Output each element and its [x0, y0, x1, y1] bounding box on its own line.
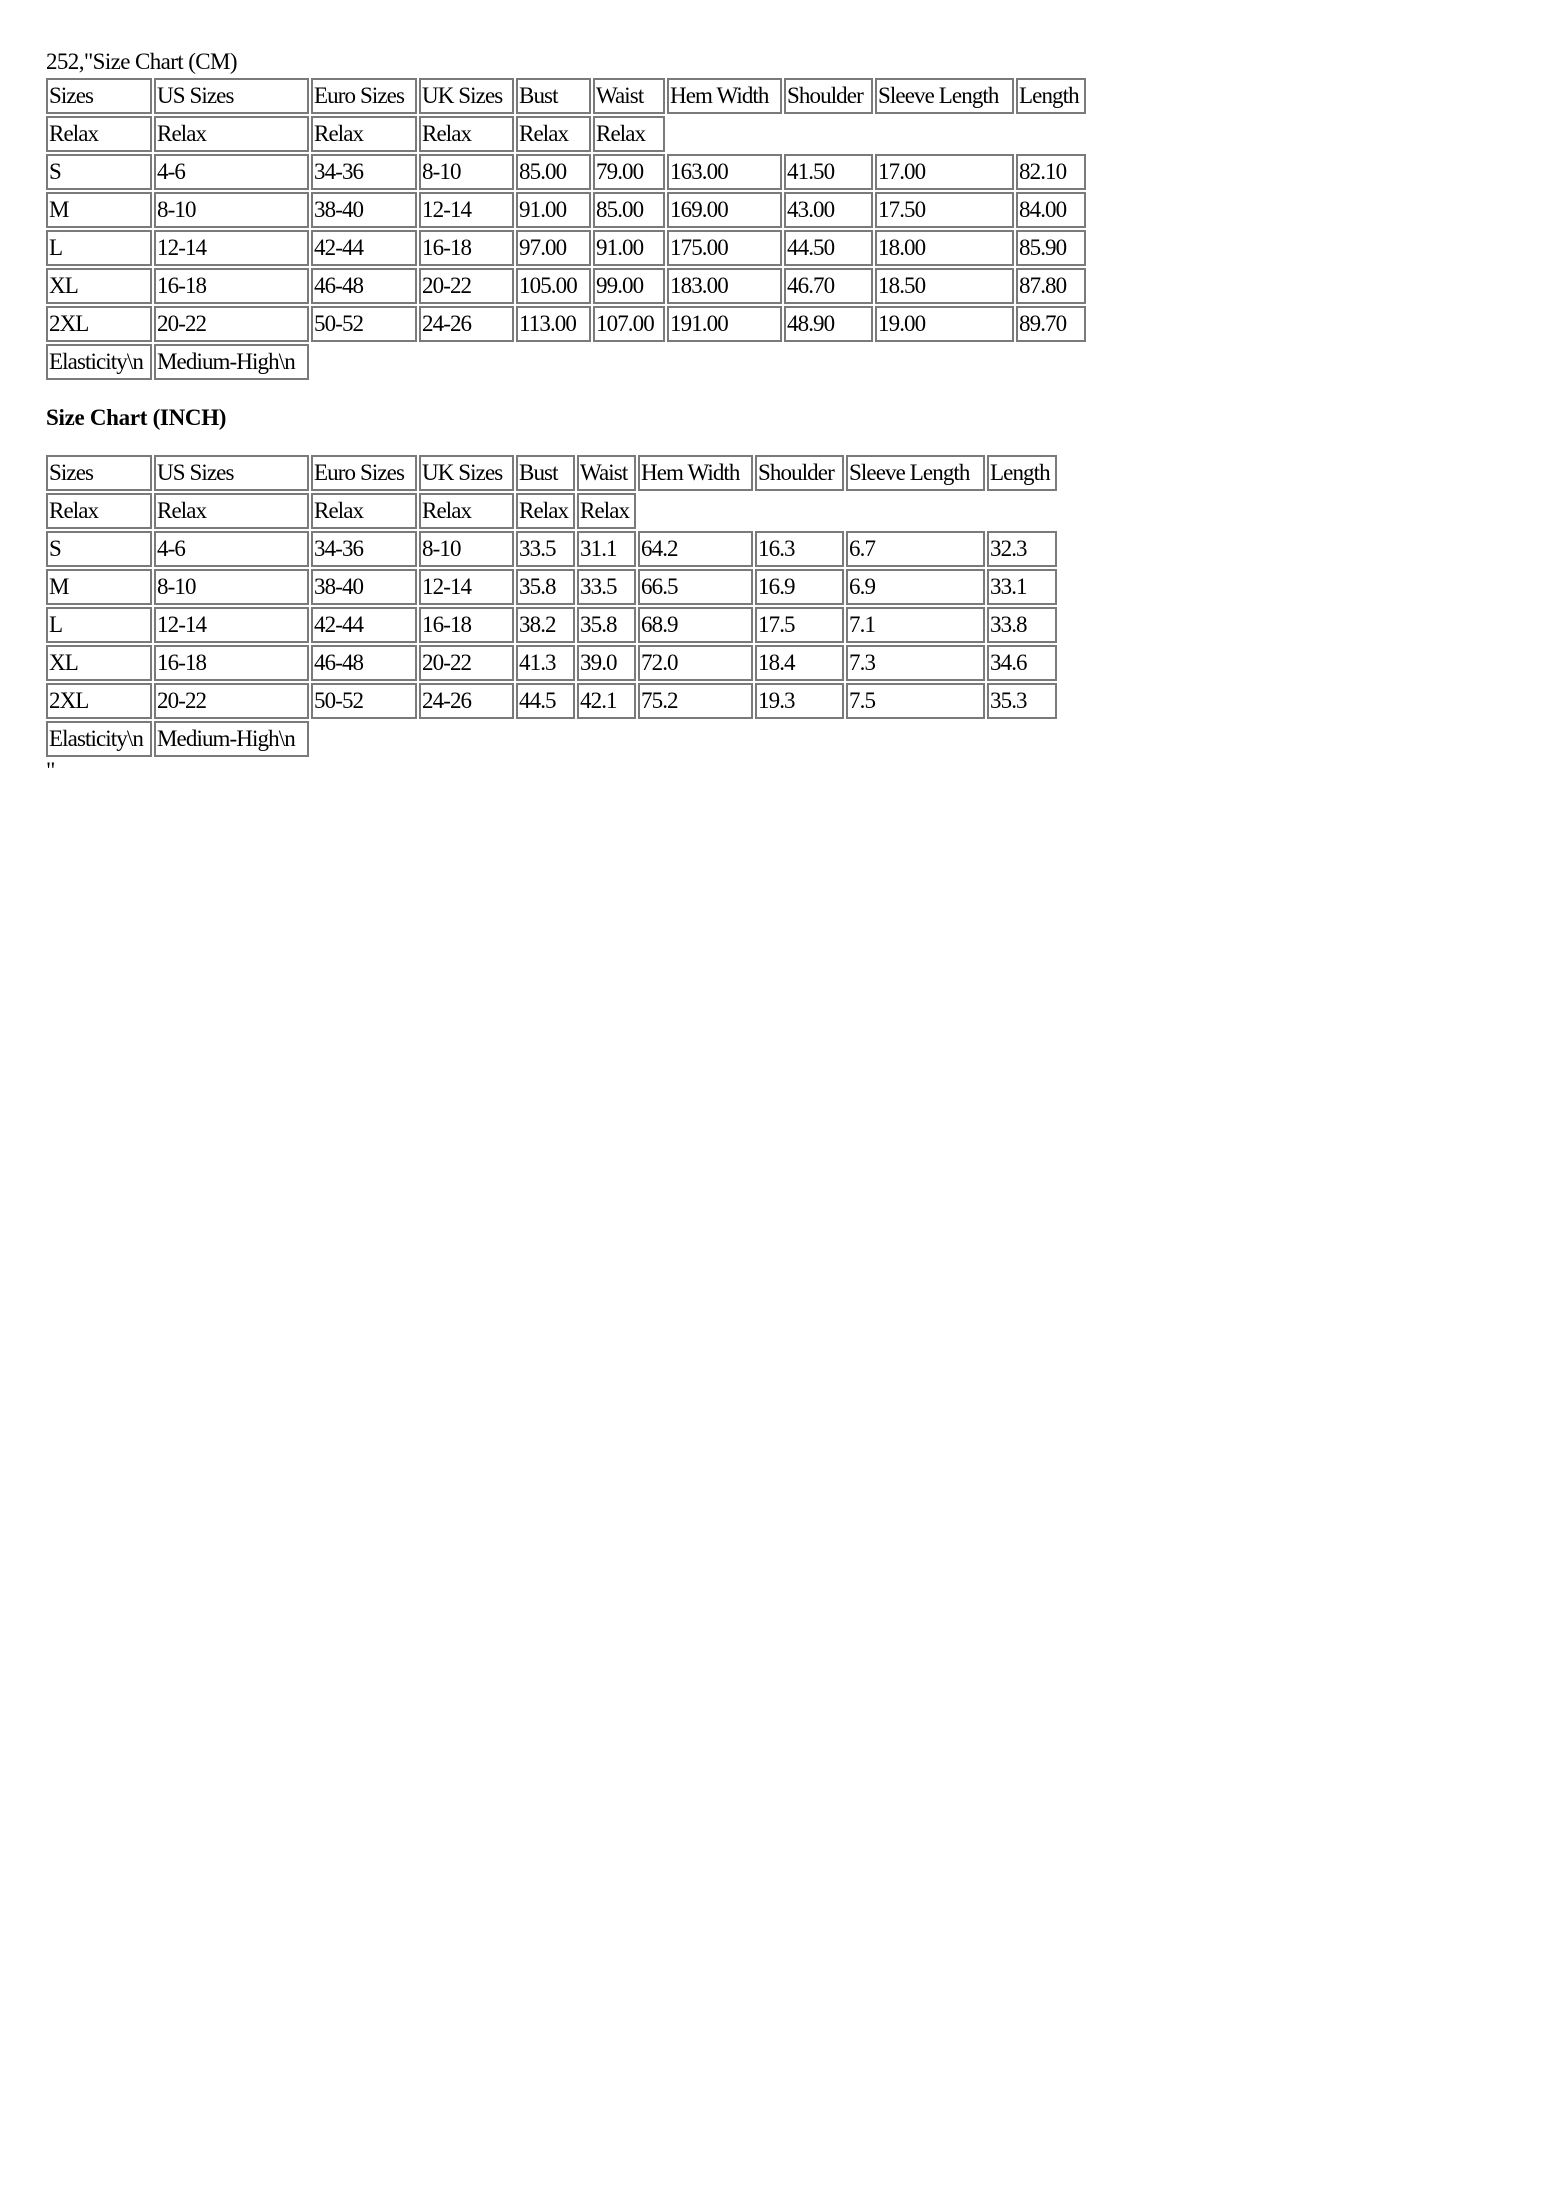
- table-cell: 87.80: [1016, 268, 1086, 304]
- cm-size-table: [44, 76, 1088, 382]
- table-row: [46, 154, 1086, 190]
- table-cell: 85.00: [593, 192, 665, 228]
- table-cell: 41.50: [784, 154, 873, 190]
- table-cell: Relax: [419, 116, 514, 152]
- table-cell: 16-18: [419, 607, 514, 643]
- table-cell: 75.2: [638, 683, 753, 719]
- table-cell: 32.3: [987, 531, 1057, 567]
- elasticity-row: [46, 721, 1057, 757]
- table-cell: 16.3: [755, 531, 844, 567]
- header-cell: Length: [987, 455, 1057, 491]
- table-cell: 8-10: [154, 192, 309, 228]
- table-row: [46, 230, 1086, 266]
- header-cell: Length: [1016, 78, 1086, 114]
- table-cell: 38.2: [516, 607, 575, 643]
- table-cell: 91.00: [516, 192, 591, 228]
- table-cell: 39.0: [577, 645, 636, 681]
- table-cell: Elasticity\n: [46, 344, 152, 380]
- table-cell: Relax: [311, 116, 417, 152]
- relax-row: [46, 116, 1086, 152]
- table-cell: 35.8: [516, 569, 575, 605]
- table-cell: 7.3: [846, 645, 985, 681]
- table-cell: 12-14: [419, 192, 514, 228]
- table-cell: 19.00: [875, 306, 1014, 342]
- table-cell: 191.00: [667, 306, 782, 342]
- table-cell: Relax: [577, 493, 636, 529]
- header-cell: Hem Width: [638, 455, 753, 491]
- table-row: [46, 268, 1086, 304]
- table-cell: 12-14: [154, 230, 309, 266]
- table-cell: 48.90: [784, 306, 873, 342]
- table-cell: 18.00: [875, 230, 1014, 266]
- table-cell: Relax: [516, 493, 575, 529]
- table-header-row: [46, 455, 1057, 491]
- table-cell: 34.6: [987, 645, 1057, 681]
- table-cell: 17.5: [755, 607, 844, 643]
- elasticity-row: [46, 344, 1086, 380]
- table-cell: 17.00: [875, 154, 1014, 190]
- inch-size-table: [44, 453, 1059, 759]
- table-cell: XL: [46, 645, 152, 681]
- header-cell: Waist: [593, 78, 665, 114]
- table-cell: 82.10: [1016, 154, 1086, 190]
- table-cell: 20-22: [154, 306, 309, 342]
- document-page: [46, 48, 1506, 783]
- table-cell: 91.00: [593, 230, 665, 266]
- table-cell: 19.3: [755, 683, 844, 719]
- table-cell: 46.70: [784, 268, 873, 304]
- table-cell: Relax: [46, 493, 152, 529]
- table-cell: Relax: [311, 493, 417, 529]
- table-cell: 50-52: [311, 683, 417, 719]
- table-cell: 68.9: [638, 607, 753, 643]
- table-cell: 163.00: [667, 154, 782, 190]
- table-cell: 43.00: [784, 192, 873, 228]
- header-cell: Sleeve Length: [846, 455, 985, 491]
- header-cell: Sizes: [46, 78, 152, 114]
- table-cell: 44.50: [784, 230, 873, 266]
- table-cell: 6.9: [846, 569, 985, 605]
- header-cell: US Sizes: [154, 78, 309, 114]
- table-cell: 16.9: [755, 569, 844, 605]
- table-cell: 17.50: [875, 192, 1014, 228]
- table-cell: 66.5: [638, 569, 753, 605]
- table-cell: 72.0: [638, 645, 753, 681]
- empty-cell: [667, 116, 1086, 152]
- header-cell: Euro Sizes: [311, 455, 417, 491]
- header-cell: Sleeve Length: [875, 78, 1014, 114]
- table-cell: Medium-High\n: [154, 721, 309, 757]
- table-cell: Relax: [154, 116, 309, 152]
- table-cell: 183.00: [667, 268, 782, 304]
- table-cell: 34-36: [311, 531, 417, 567]
- relax-row: [46, 493, 1057, 529]
- table-cell: 97.00: [516, 230, 591, 266]
- table-cell: 33.1: [987, 569, 1057, 605]
- header-cell: Shoulder: [784, 78, 873, 114]
- table-cell: 4-6: [154, 154, 309, 190]
- table-cell: 42-44: [311, 230, 417, 266]
- table-cell: 38-40: [311, 192, 417, 228]
- table-cell: 79.00: [593, 154, 665, 190]
- table-cell: 20-22: [419, 268, 514, 304]
- empty-cell: [311, 344, 1086, 380]
- table-cell: 35.8: [577, 607, 636, 643]
- table-cell: 18.50: [875, 268, 1014, 304]
- table-cell: 44.5: [516, 683, 575, 719]
- table-cell: 42.1: [577, 683, 636, 719]
- header-cell: Hem Width: [667, 78, 782, 114]
- header-cell: UK Sizes: [419, 78, 514, 114]
- table-cell: XL: [46, 268, 152, 304]
- table-row: [46, 192, 1086, 228]
- table-cell: M: [46, 192, 152, 228]
- table-row: [46, 569, 1057, 605]
- empty-cell: [311, 721, 1057, 757]
- table-cell: Medium-High\n: [154, 344, 309, 380]
- table-cell: 16-18: [154, 268, 309, 304]
- cm-chart-title: 252,"Size Chart (CM): [46, 49, 237, 74]
- table-cell: 33.5: [516, 531, 575, 567]
- table-cell: 113.00: [516, 306, 591, 342]
- table-cell: 99.00: [593, 268, 665, 304]
- table-cell: 169.00: [667, 192, 782, 228]
- table-cell: 24-26: [419, 306, 514, 342]
- table-cell: Relax: [516, 116, 591, 152]
- header-cell: Bust: [516, 455, 575, 491]
- table-row: [46, 645, 1057, 681]
- table-cell: 18.4: [755, 645, 844, 681]
- table-cell: 6.7: [846, 531, 985, 567]
- table-cell: 20-22: [419, 645, 514, 681]
- table-cell: Relax: [154, 493, 309, 529]
- table-row: [46, 531, 1057, 567]
- closing-quote: ": [46, 758, 55, 783]
- table-cell: Relax: [419, 493, 514, 529]
- table-cell: 7.1: [846, 607, 985, 643]
- table-cell: 12-14: [419, 569, 514, 605]
- table-cell: 46-48: [311, 268, 417, 304]
- header-cell: US Sizes: [154, 455, 309, 491]
- table-cell: 85.00: [516, 154, 591, 190]
- table-cell: 33.8: [987, 607, 1057, 643]
- table-cell: 107.00: [593, 306, 665, 342]
- table-cell: 50-52: [311, 306, 417, 342]
- table-cell: 41.3: [516, 645, 575, 681]
- table-cell: 35.3: [987, 683, 1057, 719]
- table-cell: S: [46, 531, 152, 567]
- empty-cell: [638, 493, 1057, 529]
- table-cell: 16-18: [154, 645, 309, 681]
- header-cell: Waist: [577, 455, 636, 491]
- header-cell: Sizes: [46, 455, 152, 491]
- table-row: [46, 683, 1057, 719]
- table-cell: 16-18: [419, 230, 514, 266]
- table-cell: Relax: [593, 116, 665, 152]
- table-row: [46, 607, 1057, 643]
- table-cell: 20-22: [154, 683, 309, 719]
- table-cell: 105.00: [516, 268, 591, 304]
- table-cell: 33.5: [577, 569, 636, 605]
- table-cell: 42-44: [311, 607, 417, 643]
- table-cell: 34-36: [311, 154, 417, 190]
- table-cell: L: [46, 607, 152, 643]
- header-cell: UK Sizes: [419, 455, 514, 491]
- table-cell: 12-14: [154, 607, 309, 643]
- header-cell: Shoulder: [755, 455, 844, 491]
- table-cell: Elasticity\n: [46, 721, 152, 757]
- table-cell: 64.2: [638, 531, 753, 567]
- table-cell: 24-26: [419, 683, 514, 719]
- table-header-row: [46, 78, 1086, 114]
- table-cell: 8-10: [154, 569, 309, 605]
- table-cell: 31.1: [577, 531, 636, 567]
- table-row: [46, 306, 1086, 342]
- table-cell: 175.00: [667, 230, 782, 266]
- table-cell: 89.70: [1016, 306, 1086, 342]
- table-cell: S: [46, 154, 152, 190]
- table-cell: Relax: [46, 116, 152, 152]
- table-cell: 7.5: [846, 683, 985, 719]
- table-cell: 8-10: [419, 154, 514, 190]
- inch-chart-title: Size Chart (INCH): [46, 405, 227, 430]
- table-cell: 84.00: [1016, 192, 1086, 228]
- table-cell: L: [46, 230, 152, 266]
- table-cell: 46-48: [311, 645, 417, 681]
- table-cell: M: [46, 569, 152, 605]
- table-cell: 2XL: [46, 306, 152, 342]
- table-cell: 38-40: [311, 569, 417, 605]
- table-cell: 8-10: [419, 531, 514, 567]
- table-cell: 2XL: [46, 683, 152, 719]
- table-cell: 85.90: [1016, 230, 1086, 266]
- header-cell: Euro Sizes: [311, 78, 417, 114]
- table-cell: 4-6: [154, 531, 309, 567]
- header-cell: Bust: [516, 78, 591, 114]
